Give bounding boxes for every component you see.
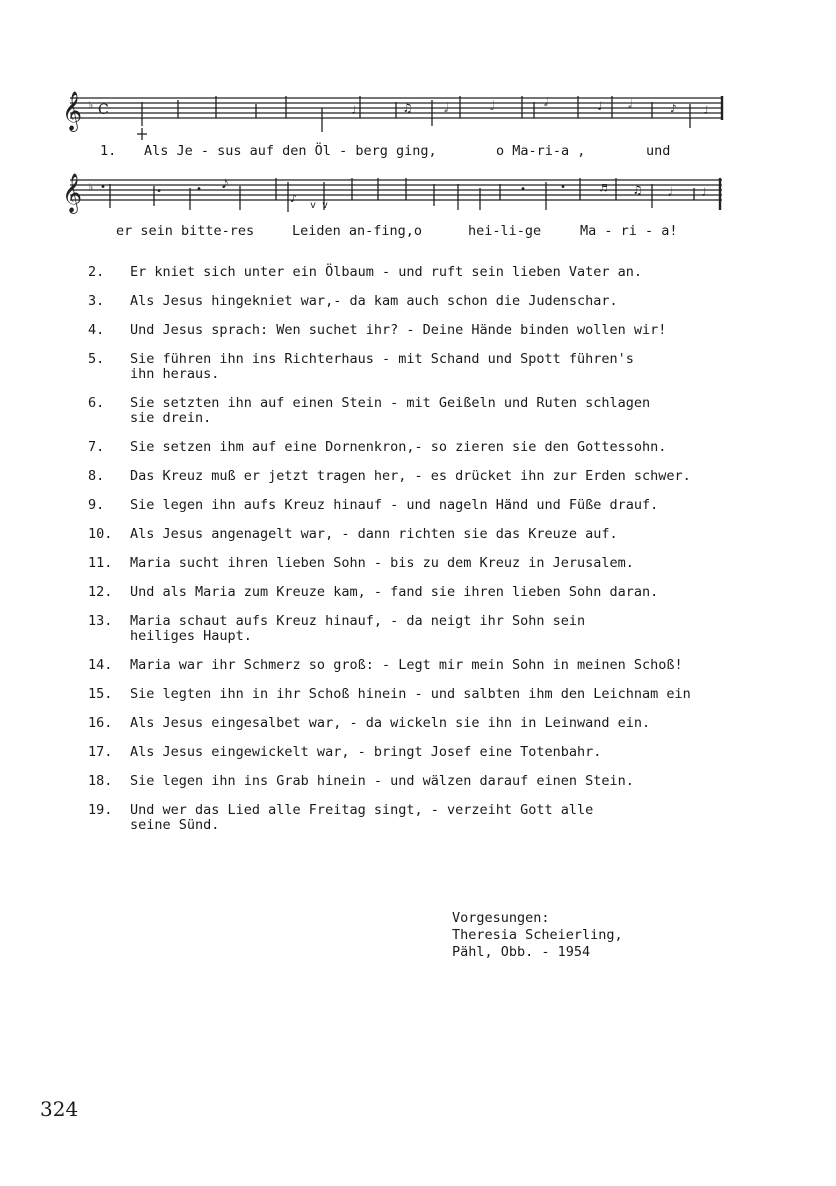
verse-15 (88, 687, 788, 702)
source-attribution (452, 910, 623, 961)
verse-number: 9. (88, 497, 105, 513)
verse-number: 18. (88, 773, 113, 789)
lyrics-segment: o Ma-ri-a , (496, 143, 586, 159)
verse-4 (88, 323, 788, 338)
verse-text: Als Jesus eingesalbet war, - da wickeln sie ihn in Leinwand ein. (130, 715, 651, 731)
verse-number: 7. (88, 439, 105, 455)
lyrics-line-1 (60, 143, 760, 163)
verse-5 (88, 352, 788, 382)
verse-number: 2. (88, 264, 105, 280)
svg-text:v v: v v (310, 200, 329, 211)
verse-text: Sie legen ihn aufs Kreuz hinauf - und nageln Händ und Füße drauf. (130, 497, 659, 513)
verse-number: 5. (88, 351, 105, 367)
verse-text: Als Jesus eingewickelt war, - bringt Josef eine Totenbahr. (130, 744, 602, 760)
verse-list (88, 265, 788, 833)
verse-text: Und als Maria zum Kreuze kam, - fand sie ihren lieben Sohn daran. (130, 584, 659, 600)
verse-text: Und wer das Lied alle Freitag singt, - verzeiht Gott alle seine Sünd. (130, 802, 594, 833)
lyrics-segment: Als Je - sus auf den Öl - berg ging, (144, 143, 437, 159)
svg-text:•: • (196, 184, 203, 195)
svg-text:♬: ♬ (600, 181, 608, 195)
verse-text: Sie legen ihn ins Grab hinein - und wälzen darauf einen Stein. (130, 773, 634, 789)
verse-2 (88, 265, 788, 280)
verse-3 (88, 294, 788, 309)
page-number: 324 (40, 1097, 79, 1121)
svg-text:♭: ♭ (88, 182, 95, 193)
svg-text:𝅗𝅥: 𝅗𝅥 (668, 185, 672, 199)
verse-10 (88, 527, 788, 542)
verse-8 (88, 469, 788, 484)
svg-text:♩: ♩ (596, 99, 604, 113)
svg-text:𝅗𝅥: 𝅗𝅥 (544, 95, 548, 109)
source-place-year: Pähl, Obb. - 1954 (452, 944, 591, 960)
verse-number: 14. (88, 657, 113, 673)
verse-number: 8. (88, 468, 105, 484)
verse-text: Als Jesus hingekniet war,- da kam auch schon die Judenschar. (130, 293, 618, 309)
source-singer: Theresia Scheierling, (452, 927, 623, 943)
verse-number: 12. (88, 584, 113, 600)
verse-number: 16. (88, 715, 113, 731)
treble-clef-icon: 𝄞 (62, 173, 83, 213)
verse-number: 15. (88, 686, 113, 702)
verse-text: Sie setzten ihn auf einen Stein - mit Geißeln und Ruten schlagen sie drein. (130, 395, 651, 426)
verse-number: 10. (88, 526, 113, 542)
verse-text: Sie führen ihn ins Richterhaus - mit Schand und Spott führen's ihn heraus. (130, 351, 634, 382)
svg-text:𝅗𝅥: 𝅗𝅥 (490, 99, 495, 114)
verse-number: 6. (88, 395, 105, 411)
svg-text:•: • (520, 184, 527, 195)
verse-12 (88, 585, 788, 600)
verse-number: 17. (88, 744, 113, 760)
svg-text:♪: ♪ (290, 192, 297, 205)
verse-text: Maria sucht ihren lieben Sohn - bis zu dem Kreuz in Jerusalem. (130, 555, 634, 571)
treble-clef-icon: 𝄞 (62, 91, 83, 131)
svg-text:𝅗𝅥: 𝅗𝅥 (628, 97, 632, 111)
music-staff-2 (60, 170, 732, 226)
verse-9 (88, 498, 788, 513)
verse-text: Sie legten ihn in ihr Schoß hinein - und salbten ihm den Leichnam ein (130, 686, 691, 702)
verse-text: Und Jesus sprach: Wen suchet ihr? - Deine Hände binden wollen wir! (130, 322, 667, 338)
svg-text:♭: ♭ (88, 100, 95, 111)
lyrics-segment: hei-li-ge (468, 223, 542, 239)
source-label: Vorgesungen: (452, 910, 550, 926)
verse-text: Sie setzen ihm auf eine Dornenkron,- so zieren sie den Gottessohn. (130, 439, 667, 455)
verse-number: 4. (88, 322, 105, 338)
verse-14 (88, 658, 788, 673)
svg-text:♩: ♩ (350, 103, 358, 117)
verse-text: Das Kreuz muß er jetzt tragen her, - es drücket ihn zur Erden schwer. (130, 468, 691, 484)
svg-text:♪: ♪ (670, 102, 677, 115)
lyrics-line-2 (60, 223, 760, 243)
verse-11 (88, 556, 788, 571)
verse-number: 11. (88, 555, 113, 571)
verse-text: Maria war ihr Schmerz so groß: - Legt mir mein Sohn in meinen Schoß! (130, 657, 683, 673)
verse-text: Maria schaut aufs Kreuz hinauf, - da neigt ihr Sohn sein heiliges Haupt. (130, 613, 586, 644)
svg-text:♫: ♫ (634, 183, 642, 197)
verse-number: 19. (88, 802, 113, 818)
svg-text:•: • (100, 182, 107, 193)
verse-17 (88, 745, 788, 760)
lyrics-segment: er sein bitte-res (116, 223, 255, 239)
verse-text: Als Jesus angenagelt war, - dann richten sie das Kreuze auf. (130, 526, 618, 542)
svg-text:C: C (98, 102, 109, 118)
verse-7 (88, 440, 788, 455)
svg-text:♫: ♫ (404, 101, 412, 115)
verse-number: 13. (88, 613, 113, 629)
verse-19 (88, 803, 788, 833)
lyrics-segment: Leiden an-fing,o (292, 223, 423, 239)
verse-6 (88, 396, 788, 426)
verse-16 (88, 716, 788, 731)
music-staff-1 (60, 88, 732, 144)
svg-text:𝅗𝅥: 𝅗𝅥 (444, 101, 449, 116)
svg-text:♩: ♩ (702, 103, 710, 117)
verse-number: 3. (88, 293, 105, 309)
verse-18 (88, 774, 788, 789)
lyrics-verse-number: 1. (100, 143, 117, 159)
svg-text:𝅘𝅥𝅮: 𝅘𝅥𝅮 (222, 177, 229, 191)
verse-text: Er kniet sich unter ein Ölbaum - und ruft sein lieben Vater an. (130, 264, 643, 280)
lyrics-segment: Ma - ri - a! (580, 223, 678, 239)
verse-13 (88, 614, 788, 644)
lyrics-segment: und (646, 143, 671, 159)
svg-text:•: • (156, 186, 163, 197)
svg-text:•: • (560, 182, 567, 193)
svg-text:♩: ♩ (700, 185, 708, 199)
